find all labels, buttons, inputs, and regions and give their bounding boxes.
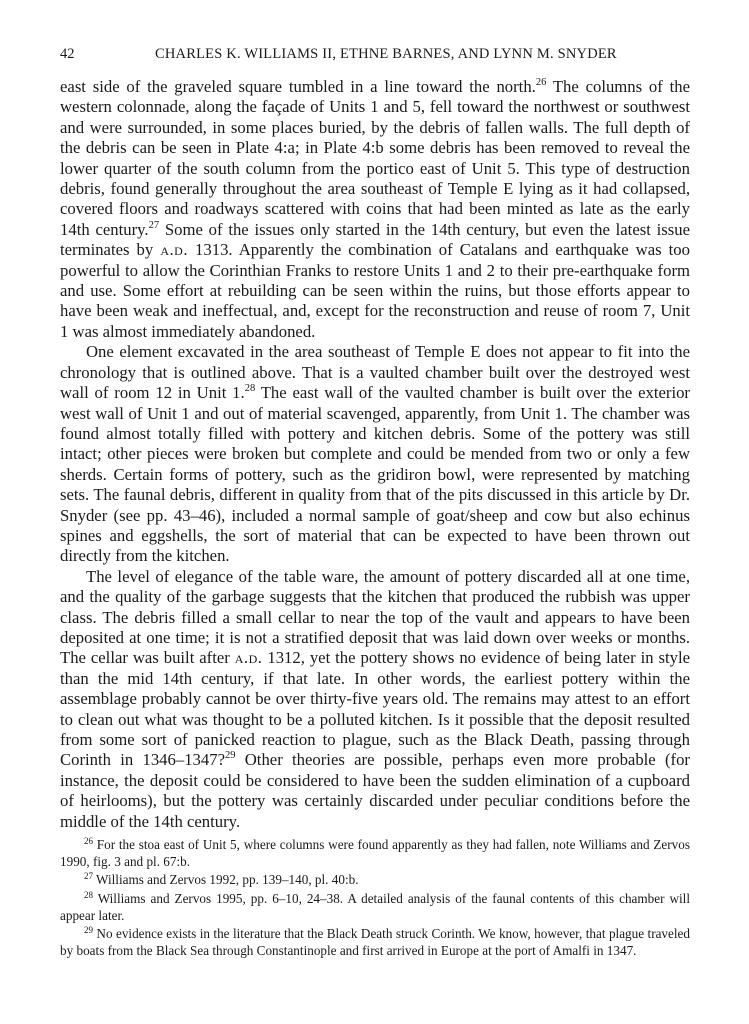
paragraph-1 (60, 77, 690, 342)
footnote-ref-27[interactable]: 27 (148, 219, 160, 231)
paragraph-2-text-b: The east wall of the vaulted chamber is built over the exterior west wall of Unit 1 and out of material scavenged, apparently, from Unit 1. The chamber was found almost totally filled with pottery and kitchen debris. Some of the pottery was still intact; other pieces were broken but complete and could be mended from two or only a few sherds. Certain forms of pottery, such as the gridiron bowl, were represented by matching sets. The faunal debris, different in quality from that of the pits discussed in this article by Dr. Snyder (see pp. 43–46), included a normal sample of goat/sheep and cow but also echinus spines and eggshells, the sort of material that can be expected to have been thrown out directly from the kitchen. (60, 383, 690, 566)
paragraph-1-text-d: 1313. Apparently the combination of Catalans and earthquake was too powerful to allow the Corinthian Franks to restore Units 1 and 2 to their pre-earthquake form and use. Some effort at rebuilding can be seen within the ruins, but those efforts appear to have been weak and ineffectual, and, except for the reconstruction and reuse of room 7, Unit 1 was almost immediately abandoned. (60, 240, 690, 341)
footnote-number: 28 (84, 889, 93, 900)
paragraph-3 (60, 567, 690, 832)
paragraph-3-text-c: Other theories are possible, perhaps even more probable (for instance, the deposit could be considered to have been the sudden elimination of a cupboard of heirlooms), but the pottery was certainly discarded under peculiar conditions before the middle of the 14th century. (60, 750, 690, 831)
paragraph-1-text-a: east side of the graveled square tumbled in a line toward the north. (60, 77, 536, 96)
footnote-text: For the stoa east of Unit 5, where columns were found apparently as they had fallen, note Williams and Zervos 1990, fig. 3 and pl. 67:b. (60, 837, 690, 870)
footnote-29 (60, 925, 690, 959)
footnote-28 (60, 890, 690, 924)
footnote-number: 27 (84, 871, 93, 882)
body-text (60, 77, 690, 832)
footnote-26 (60, 836, 690, 870)
footnote-number: 29 (84, 925, 93, 936)
paragraph-1-text-c: Some of the issues only started in the 14th century, but even the latest issue terminates by (60, 219, 691, 260)
paragraph-1-text-b: The columns of the western colonnade, along the façade of Units 1 and 5, fell toward the northwest or southwest and were surrounded, in some places buried, by the debris of fallen walls. The full depth of the debris can be seen in Plate 4:a; in Plate 4:b some debris has been removed to reveal the lower quarter of the south column from the portico east of Unit 5. This type of destruction debris, found generally throughout the area southeast of Temple E lying as it had collapsed, covered floors and roadways scattered with coins that had been minted as late as the early 14th century. (60, 77, 690, 239)
footnotes (60, 836, 690, 960)
footnote-27 (60, 871, 690, 888)
footnote-ref-29[interactable]: 29 (225, 750, 236, 762)
footnote-text: No evidence exists in the literature that the Black Death struck Corinth. We know, however, that plague traveled by boats from the Black Sea through Constantinople and first arrived in Europe at the port of Amalfi in 1347. (60, 926, 690, 959)
paragraph-3-text-b: 1312, yet the pottery shows no evidence of being later in style than the mid 14th century, if that late. In other words, the earliest pottery within the assemblage probably cannot be over thirty-five years old. The remains may attest to an effort to clean out what was thought to be a polluted kitchen. Is it possible that the deposit resulted from some sort of panicked reaction to plague, such as the Black Death, passing through Corinth in 1346–1347? (60, 648, 690, 770)
footnote-text: Williams and Zervos 1992, pp. 139–140, pl. 40:b. (93, 872, 359, 888)
footnote-ref-26[interactable]: 26 (535, 77, 547, 88)
paragraph-2 (60, 342, 690, 566)
running-head (60, 46, 689, 68)
footnote-text: Williams and Zervos 1995, pp. 6–10, 24–38. A detailed analysis of the faunal contents of this chamber will appear later. (60, 890, 690, 923)
footnote-number: 26 (84, 836, 93, 846)
paragraph-3-text-a: The level of elegance of the table ware, the amount of pottery discarded all at one time, and the quality of the garbage suggests that the kitchen that produced the rubbish was upper class. The debris filled a small cellar to near the top of the vault and appears to have been deposited at one time; it is not a stratified deposit that was laid down over weeks or months. The cellar was built after (60, 566, 690, 668)
footnote-ref-28[interactable]: 28 (244, 383, 256, 395)
paragraph-2-text-a: One element excavated in the area southeast of Temple E does not appear to fit into the chronology that is outlined above. That is a vaulted chamber built over the destroyed west wall of room 12 in Unit 1. (60, 342, 690, 403)
era-abbreviation: a.d. (160, 240, 188, 260)
era-abbreviation: a.d. (234, 648, 263, 668)
page-number: 42 (60, 46, 75, 62)
running-title: CHARLES K. WILLIAMS II, ETHNE BARNES, AND LYNN M. SNYDER (155, 46, 617, 62)
